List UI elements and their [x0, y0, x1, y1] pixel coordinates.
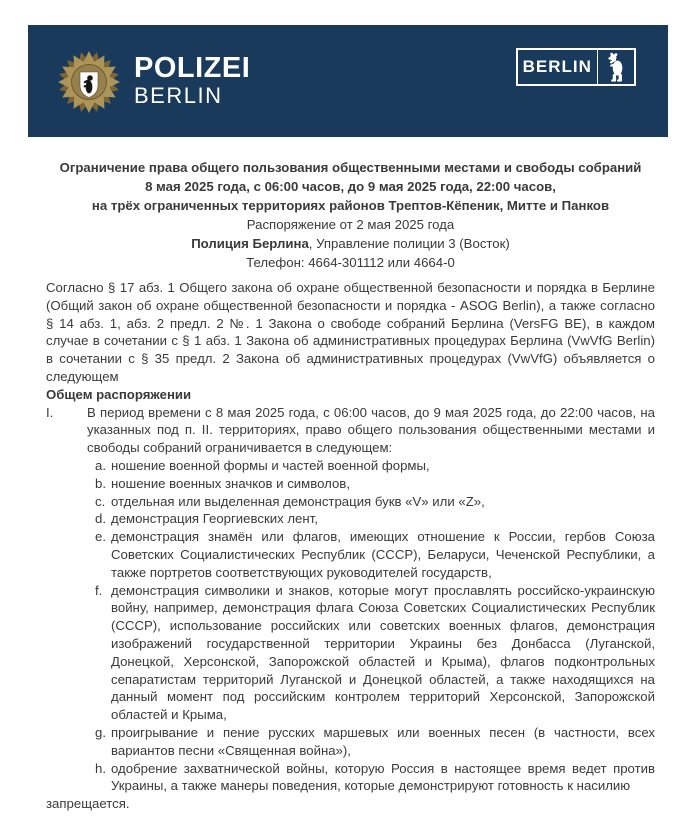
berlin-state-logo — [516, 48, 636, 86]
brand-berlin-text: BERLIN — [134, 82, 223, 108]
sub-item-a — [95, 457, 655, 475]
sub-item-text: одобрение захватнической войны, которую Россия в настоящее время ведет против Украины, а также манеры поведения, которые демонстрируют готовность к насилию — [111, 760, 655, 794]
sub-item-marker: g. — [95, 724, 106, 740]
legal-basis-paragraph: Согласно § 17 абз. 1 Общего закона об охране общественной безопасности и порядка в Берлине (Общий закон об охране общественной безопасности и порядка - ASOG Berlin), а также согласно § 14 абз. 1, абз. 2 предл. 2 №. 1 Закона о свободе собраний Берлина (VersFG BE), в каждом случае в сочетании с § 1 абз. 1 Закона об административных процедурах Берлина (VwVfG Berlin) в сочетании с § 35 предл. 2 Закона об административных процедурах (VwVfG) объявляется о следующем — [46, 280, 655, 384]
sub-item-marker: c. — [95, 493, 106, 509]
polizei-star-badge-icon — [57, 44, 121, 118]
sub-item-text: демонстрация символики и знаков, которые могут прославлять российско-украинскую войну, например, демонстрация флага Союза Советских Социалистических Республик (СССР), использование российских или советских военных флагов, демонстрация изображений государственной территории Украины без Донбасса (Луганской, Донецкой, Херсонской, Запорожской областей и Крыма), флагов подконтрольных сепаратистам территорий Луганской и Донецкой областей, а также находящихся на данный момент под российским контролем территорий Херсонской, Запорожской областей и Крыма, — [111, 582, 655, 723]
restriction-intro-text: В период времени с 8 мая 2025 года, с 06:00 часов, до 9 мая 2025 года, до 22:00 часов, на указанных под п. II. территориях, право общего пользования общественными местами и свободы собраний ограничивается в следующем: — [87, 404, 655, 456]
berlin-logo-label: BERLIN — [522, 57, 592, 76]
page-title: Ограничение права общего пользования общественными местами и свободы собраний — [59, 160, 642, 175]
berlin-bear-icon — [598, 50, 634, 84]
sub-item-text: демонстрация Георгиевских лент, — [111, 511, 318, 527]
decree-date-line: Распоряжение от 2 мая 2025 года — [246, 217, 455, 232]
sub-item-marker: e. — [95, 529, 106, 545]
sub-item-text: демонстрация знамён или флагов, имеющих отношение к России, гербов Союза Советских Социалистических Республик (СССР), Беларуси, Чеченской Республики, а также портретов соответствующих руководителей государств, — [111, 529, 655, 580]
sub-item-g — [95, 724, 655, 760]
sub-item-marker: b. — [95, 475, 106, 491]
sub-item-d — [95, 510, 655, 528]
sub-item-h — [95, 760, 655, 796]
phone-line: Телефон: 4664-301112 или 4664-0 — [246, 255, 455, 270]
sub-item-marker: h. — [95, 760, 106, 776]
order-heading: Общем распоряжении — [46, 386, 192, 402]
polizei-brand — [134, 51, 251, 108]
authority-name: Полиция Берлина — [191, 236, 309, 251]
decree-document — [46, 158, 655, 813]
polizei-banner — [28, 25, 668, 137]
sub-item-e — [95, 528, 655, 581]
authority-line — [46, 234, 655, 253]
closing-statement: запрещается. — [46, 796, 130, 812]
list-marker: I. — [46, 404, 54, 420]
sub-item-b — [95, 475, 655, 493]
authority-department: , Управление полиции 3 (Восток) — [308, 236, 510, 251]
sub-item-marker: f. — [95, 582, 103, 598]
sub-item-text: ношение военной формы и частей военной формы, — [111, 457, 430, 473]
title-dates: 8 мая 2025 года, с 06:00 часов, до 9 мая 2025 года, 22:00 часов, — [145, 179, 556, 194]
sub-item-f — [95, 582, 655, 724]
document-title-block — [46, 158, 655, 272]
sub-item-marker: d. — [95, 511, 106, 527]
title-territories: на трёх ограниченных территориях районов Трептов-Кёпеник, Митте и Панков — [91, 198, 610, 213]
list-item-I — [46, 404, 655, 796]
sub-item-marker: a. — [95, 457, 106, 473]
sub-item-text: проигрывание и пение русских маршевых или военных песен (в частности, всех вариантов песни «Священная война»), — [111, 724, 655, 758]
sub-item-text: ношение военных значков и символов, — [111, 475, 350, 491]
sub-item-text: отдельная или выделенная демонстрация букв «V» или «Z», — [111, 493, 485, 509]
brand-polizei-text: POLIZEI — [134, 51, 251, 84]
sub-item-c — [95, 493, 655, 511]
list-content — [87, 404, 655, 796]
